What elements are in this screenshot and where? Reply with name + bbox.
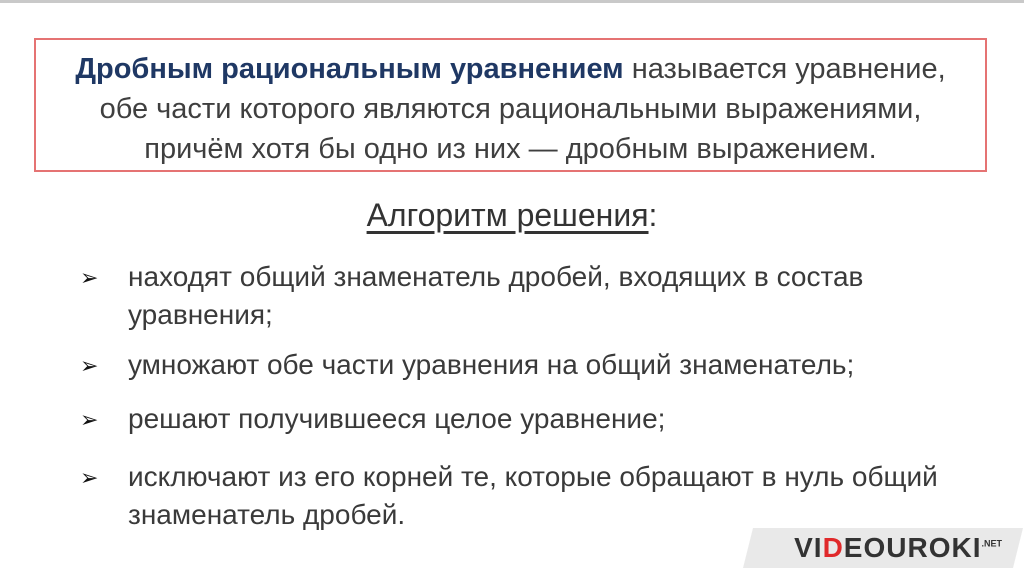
algorithm-step-text: решают получившееся целое уравнение; <box>128 403 666 434</box>
top-divider <box>0 0 1024 3</box>
algorithm-heading <box>0 197 1024 234</box>
logo-part-2: EOUROKI <box>843 532 982 563</box>
logo-accent: D <box>822 532 844 563</box>
algorithm-step-text: исключают из его корней те, которые обращают в нуль общий знаменатель дробей. <box>128 461 938 530</box>
algorithm-heading-colon: : <box>648 197 658 233</box>
definition-line-3: причём хотя бы одно из них — дробным выражением. <box>144 133 877 165</box>
definition-line-1-rest: называется уравнение, <box>623 53 946 85</box>
definition-term: Дробным рациональным уравнением <box>75 53 624 85</box>
definition-box <box>34 38 987 172</box>
algorithm-heading-text: Алгоритм решения <box>366 197 649 233</box>
definition-line-1 <box>36 49 985 89</box>
videouroki-logo <box>794 532 1002 564</box>
algorithm-step-text: умножают обе части уравнения на общий знаменатель; <box>128 349 855 380</box>
arrow-bullet-icon: ➢ <box>80 265 99 290</box>
logo-part-1: VI <box>794 532 823 563</box>
arrow-bullet-icon: ➢ <box>80 465 99 490</box>
logo-sub: .NET <box>981 538 1002 549</box>
algorithm-step-text: находят общий знаменатель дробей, входящих в состав уравнения; <box>128 261 864 330</box>
definition-line-2: обе части которого являются рациональными выражениями, <box>99 93 922 125</box>
arrow-bullet-icon: ➢ <box>80 407 99 432</box>
arrow-bullet-icon: ➢ <box>80 353 99 378</box>
